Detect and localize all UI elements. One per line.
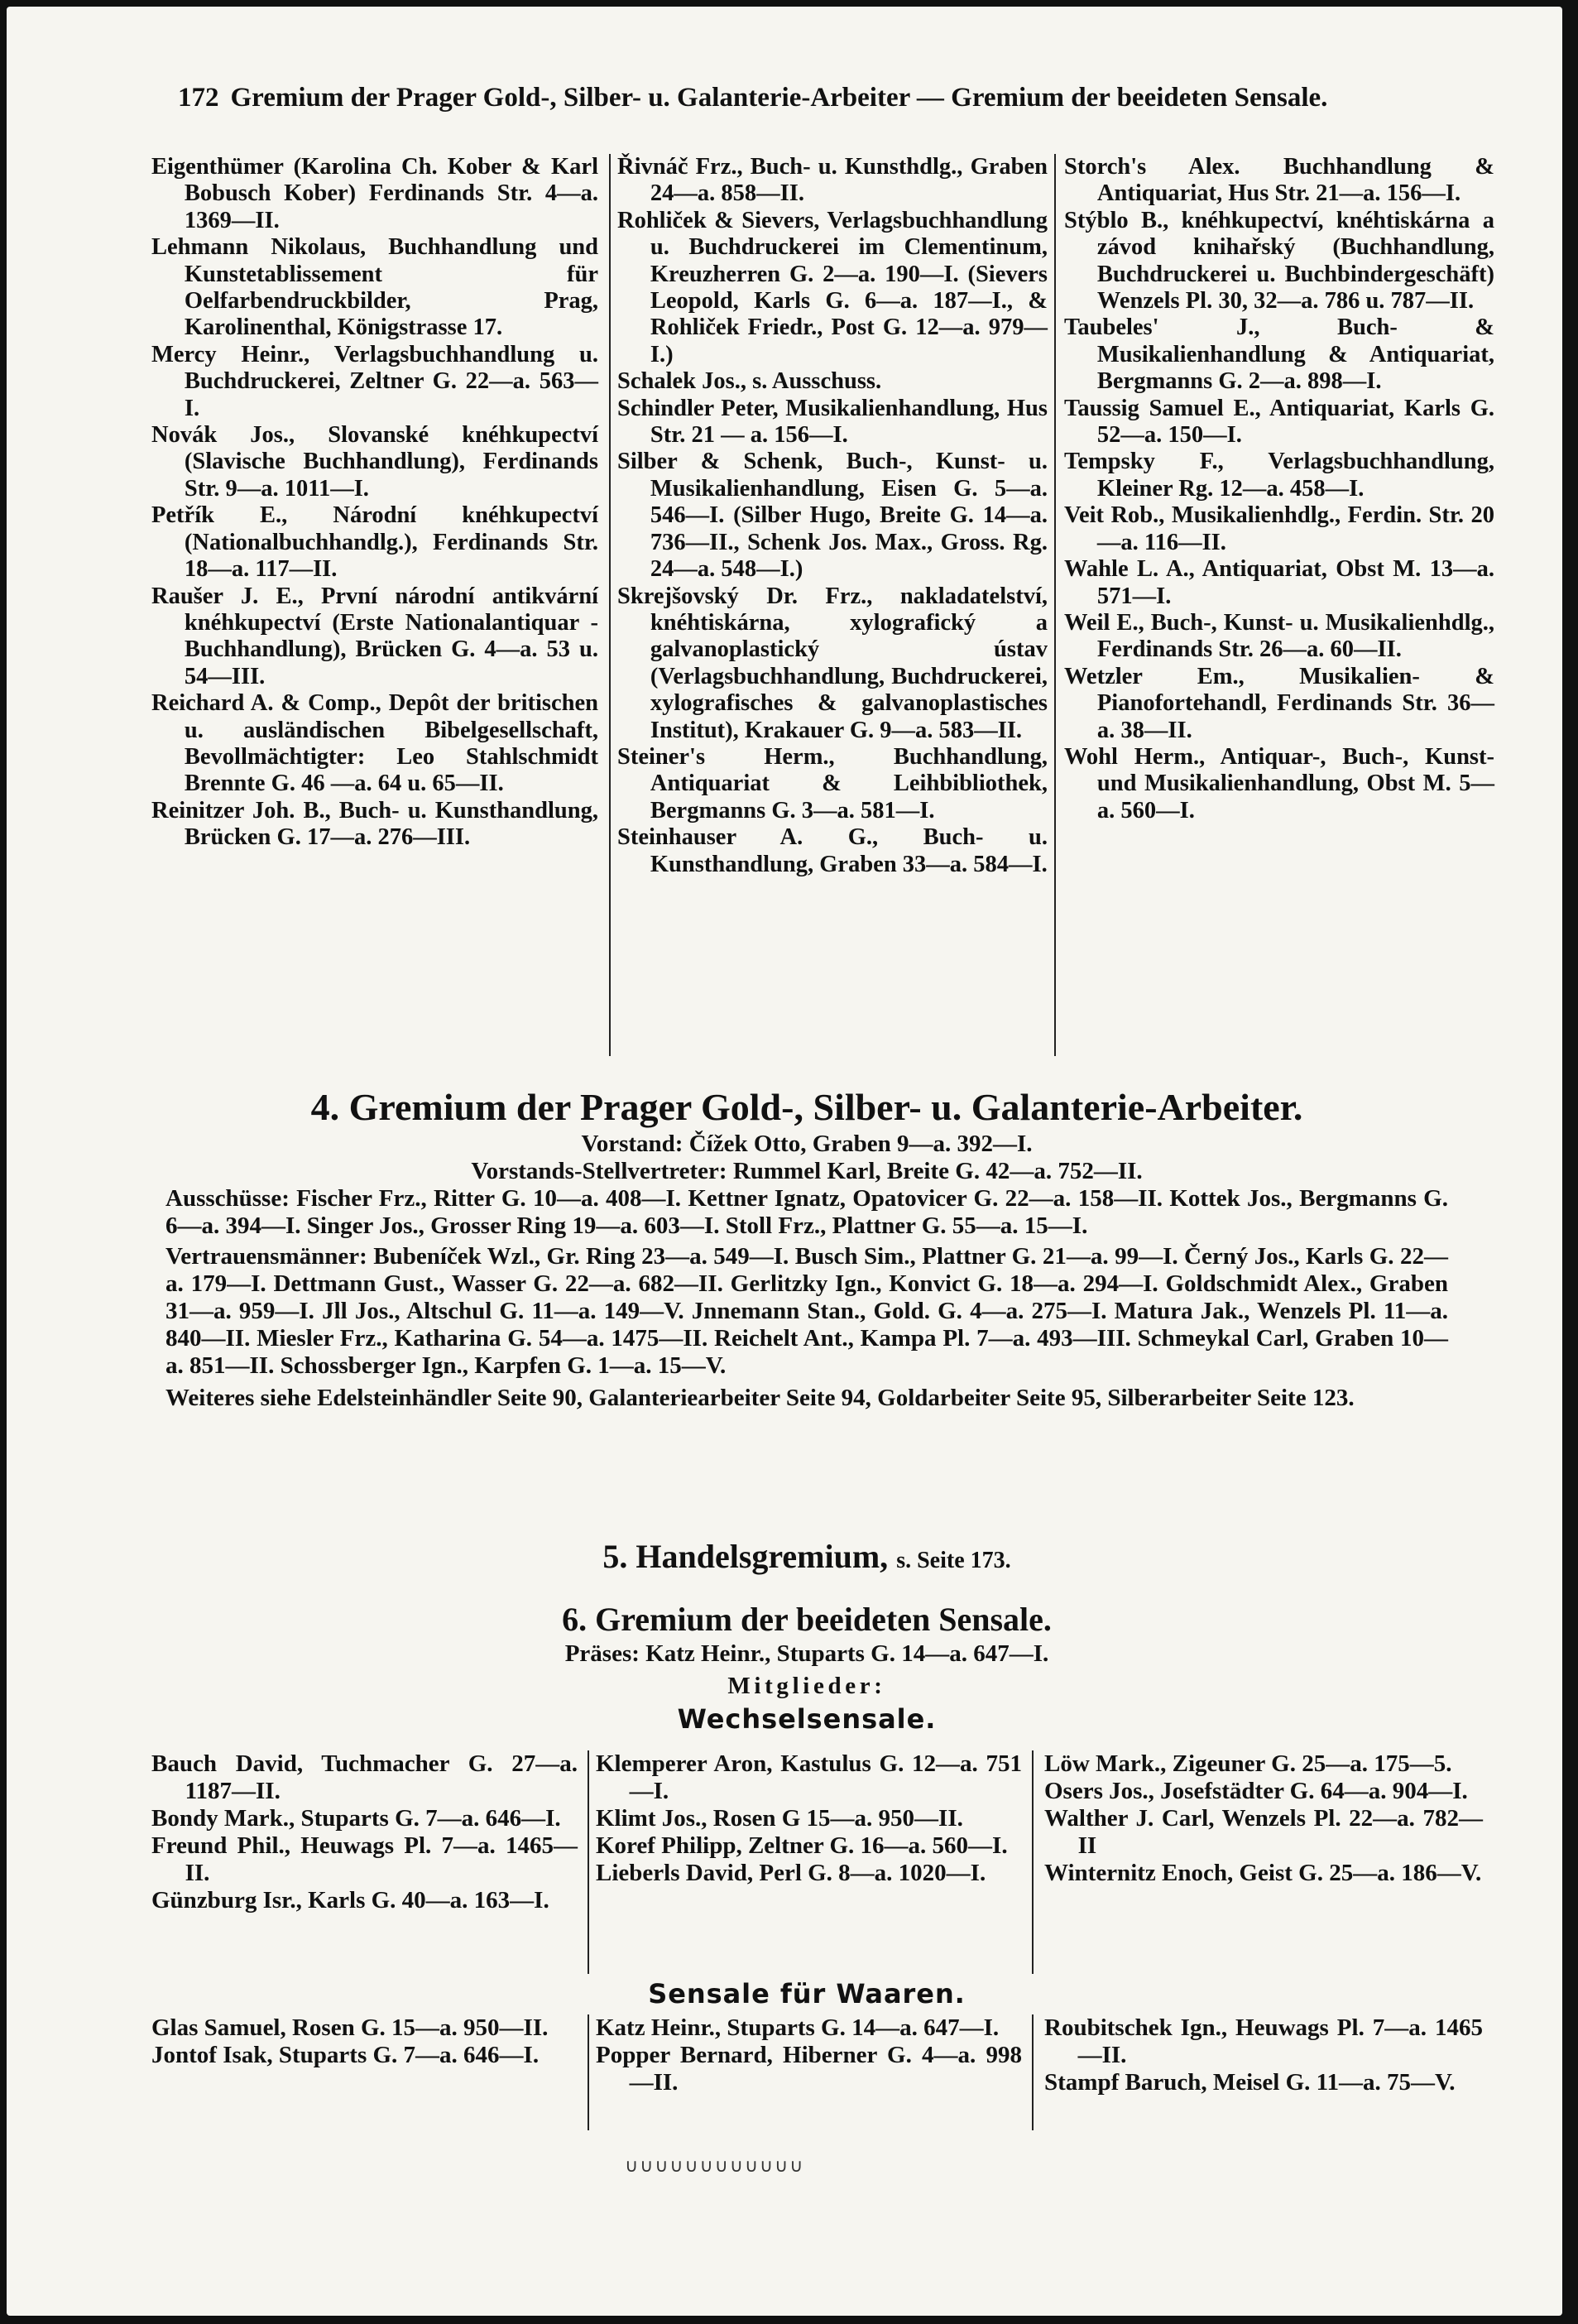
section-5-title: 5. Handelsgremium, [602, 1538, 889, 1575]
waaren-heading: Sensale für Waaren. [648, 1978, 966, 2009]
list-entry: Rohliček & Sievers, Verlagsbuchhandlung u. Buchdruckerei im Clementinum, Kreuzherren G. 2—a. 190—I. (Sievers Leopold, Karls G. 6—a. 187—I., & Rohliček Friedr., Post G. 12—a. 979—I.) [617, 207, 1048, 367]
member-entry: Löw Mark., Zigeuner G. 25—a. 175—5. [1044, 1750, 1452, 1777]
member-entry: Freund Phil., Heuwags Pl. 7—a. 1465—II. [151, 1832, 578, 1886]
stellvertreter-line: Vorstands-Stellvertreter: Rummel Karl, Breite G. 42—a. 752—II. [471, 1158, 1143, 1184]
column-divider [588, 1750, 589, 1974]
list-entry: Tempsky F., Verlagsbuchhandlung, Kleiner Rg. 12—a. 458—I. [1064, 449, 1494, 502]
member-entry: Katz Heinr., Stuparts G. 14—a. 647—I. [596, 2014, 1000, 2041]
waaren-column-1 [151, 2014, 578, 2069]
list-entry: Stýblo B., knéhkupectví, knéhtiskárna a závod knihařský (Buchhandlung, Buchdruckerei u. Buchbindergeschäft) Wenzels Pl. 30, 32—a. 786 u. 787—II. [1064, 207, 1494, 315]
list-entry: Petřík E., Národní knéhkupectví (Nationalbuchhandlg.), Ferdinands Str. 18—a. 117—II. [151, 502, 598, 583]
column-divider [588, 2014, 589, 2130]
member-entry: Klimt Jos., Rosen G 15—a. 950—II. [596, 1805, 963, 1832]
waaren-section [165, 1978, 1448, 2009]
member-entry: Glas Samuel, Rosen G. 15—a. 950—II. [151, 2014, 549, 2041]
section-6 [165, 1599, 1448, 1735]
list-entry: Reinitzer Joh. B., Buch- u. Kunsthandlung, Brücken G. 17—a. 276—III. [151, 797, 598, 851]
listing-column-2 [617, 154, 1048, 878]
list-entry: Eigenthümer (Karolina Ch. Kober & Karl Bobusch Kober) Ferdinands Str. 4—a. 1369—II. [151, 154, 598, 233]
header-title: Gremium der Prager Gold-, Silber- u. Galanterie-Arbeiter — Gremium der beeideten Sensale. [230, 83, 1328, 113]
member-entry: Koref Philipp, Zeltner G. 16—a. 560—I. [596, 1832, 1008, 1859]
member-entry: Stampf Baruch, Meisel G. 11—a. 75—V. [1044, 2069, 1456, 2096]
list-entry: Skrejšovský Dr. Frz., nakladatelství, knéhtiskárna, xylografický a galvanoplastický ústav (Verlagsbuchhandlung, Buchdruckerei, xylografisches & galvanoplastisches Institut), Krakauer G. 9—a. 583—II. [617, 583, 1048, 743]
section-4-title: 4. Gremium der Prager Gold-, Silber- u. Galanterie-Arbeiter. [310, 1086, 1303, 1128]
running-header [178, 83, 1452, 113]
list-entry: Lehmann Nikolaus, Buchhandlung und Kunstetablissement für Oelfarbendruckbilder, Prag, Karolinenthal, Königstrasse 17. [151, 234, 598, 341]
page-number: 172 [178, 83, 219, 113]
weiteres-paragraph: Weiteres siehe Edelsteinhändler Seite 90, Galanteriearbeiter Seite 94, Goldarbeiter Seite 95, Silberarbeiter Seite 123. [165, 1385, 1355, 1411]
column-divider [1032, 2014, 1034, 2130]
listing-column-1 [151, 154, 598, 852]
wechsel-column-1 [151, 1750, 578, 1914]
list-entry: Steinhauser A. G., Buch- u. Kunsthandlung, Graben 33—a. 584—I. [617, 824, 1048, 877]
wechselsensale-heading: Wechselsensale. [677, 1703, 937, 1735]
column-divider [1054, 154, 1056, 1056]
vertrauensmaenner-paragraph: Vertrauensmänner: Bubeníček Wzl., Gr. Ring 23—a. 549—I. Busch Sim., Plattner G. 21—a. 99—I. Černý Jos., Karls G. 22—a. 179—I. Dettmann Gust., Wasser G. 22—a. 682—II. Gerlitzky Ign., Konvict G. 18—a. 294—I. Goldschmidt Alex., Graben 31—a. 959—I. Jll Jos., Altschul G. 11—a. 149—V. Jnnemann Stan., Gold. G. 4—a. 275—I. Matura Jak., Wenzels Pl. 11—a. 840—II. Miesler Frz., Katharina G. 54—a. 1475—II. Reichelt Ant., Kampa Pl. 7—a. 493—III. Schmeykal Carl, Graben 10—a. 851—II. Schossberger Ign., Karpfen G. 1—a. 15—V. [165, 1243, 1448, 1379]
member-entry: Bondy Mark., Stuparts G. 7—a. 646—I. [151, 1805, 561, 1832]
list-entry: Novák Jos., Slovanské knéhkupectví (Slavische Buchhandlung), Ferdinands Str. 9—a. 1011—I. [151, 422, 598, 502]
member-entry: Walther J. Carl, Wenzels Pl. 22—a. 782—II [1044, 1805, 1483, 1859]
section-5-heading [165, 1536, 1448, 1582]
list-entry: Weil E., Buch-, Kunst- u. Musikalienhdlg., Ferdinands Str. 26—a. 60—II. [1064, 609, 1494, 663]
member-entry: Klemperer Aron, Kastulus G. 12—a. 751—I. [596, 1750, 1022, 1804]
list-entry: Taussig Samuel E., Antiquariat, Karls G. 52—a. 150—I. [1064, 395, 1494, 449]
list-entry: Wetzler Em., Musikalien- & Pianofortehandl, Ferdinands Str. 36—a. 38—II. [1064, 663, 1494, 743]
ausschuesse-paragraph: Ausschüsse: Fischer Frz., Ritter G. 10—a. 408—I. Kettner Ignatz, Opatovicer G. 22—a. 158—II. Kottek Jos., Bergmanns G. 6—a. 394—I. Singer Jos., Grosser Ring 19—a. 603—I. Stoll Frz., Plattner G. 55—a. 15—I. [165, 1185, 1448, 1239]
section-5 [165, 1536, 1448, 1582]
list-entry: Veit Rob., Musikalienhdlg., Ferdin. Str. 20—a. 116—II. [1064, 502, 1494, 555]
mitglieder-heading: Mitglieder: [727, 1673, 886, 1699]
column-divider [1032, 1750, 1034, 1974]
section-6-title: 6. Gremium der beeideten Sensale. [562, 1601, 1052, 1638]
list-entry: Wohl Herm., Antiquar-, Buch-, Kunst- und Musikalienhandlung, Obst M. 5—a. 560—I. [1064, 743, 1494, 823]
listing-column-3 [1064, 154, 1494, 824]
list-entry: Reichard A. & Comp., Depôt der britischen u. ausländischen Bibelgesellschaft, Bevollmächtigter: Leo Stahlschmidt Brennte G. 46 —a. 64 u. 65—II. [151, 690, 598, 797]
wechsel-column-3 [1044, 1750, 1483, 1887]
waaren-column-2 [596, 2014, 1022, 2096]
section-4 [165, 1084, 1448, 1412]
member-entry: Günzburg Isr., Karls G. 40—a. 163—I. [151, 1887, 549, 1913]
member-entry: Lieberls David, Perl G. 8—a. 1020—I. [596, 1860, 986, 1886]
list-entry: Taubeles' J., Buch- & Musikalienhandlung & Antiquariat, Bergmanns G. 2—a. 898—I. [1064, 315, 1494, 395]
member-entry: Bauch David, Tuchmacher G. 27—a. 1187—II. [151, 1750, 578, 1804]
column-divider [609, 154, 611, 1056]
section-5-reference: s. Seite 173. [896, 1548, 1011, 1573]
list-entry: Storch's Alex. Buchhandlung & Antiquariat, Hus Str. 21—a. 156—I. [1064, 154, 1494, 207]
member-entry: Roubitschek Ign., Heuwags Pl. 7—a. 1465—II. [1044, 2014, 1483, 2068]
member-entry: Winternitz Enoch, Geist G. 25—a. 186—V. [1044, 1860, 1482, 1886]
list-entry: Schindler Peter, Musikalienhandlung, Hus Str. 21 — a. 156—I. [617, 395, 1048, 449]
praeses-line: Präses: Katz Heinr., Stuparts G. 14—a. 647—I. [564, 1640, 1049, 1667]
list-entry: Mercy Heinr., Verlagsbuchhandlung u. Buchdruckerei, Zeltner G. 22—a. 563—I. [151, 341, 598, 421]
list-entry: Řivnáč Frz., Buch- u. Kunsthdlg., Graben 24—a. 858—II. [617, 154, 1048, 207]
member-entry: Popper Bernard, Hiberner G. 4—a. 998—II. [596, 2042, 1022, 2096]
vorstand-line: Vorstand: Čížek Otto, Graben 9—a. 392—I. [581, 1131, 1033, 1157]
member-entry: Jontof Isak, Stuparts G. 7—a. 646—I. [151, 2042, 540, 2068]
list-entry: Wahle L. A., Antiquariat, Obst M. 13—a. 571—I. [1064, 556, 1494, 609]
list-entry: Silber & Schenk, Buch-, Kunst- u. Musikalienhandlung, Eisen G. 5—a. 546—I. (Silber Hugo, Breite G. 14—a. 736—II., Schenk Jos. Max., Gross. Rg. 24—a. 548—I.) [617, 449, 1048, 583]
list-entry: Steiner's Herm., Buchhandlung, Antiquariat & Leihbibliothek, Bergmanns G. 3—a. 581—I. [617, 743, 1048, 823]
list-entry: Schalek Jos., s. Ausschuss. [617, 368, 882, 395]
wechsel-column-2 [596, 1750, 1022, 1887]
member-entry: Osers Jos., Josefstädter G. 64—a. 904—I. [1044, 1778, 1468, 1804]
waaren-column-3 [1044, 2014, 1483, 2096]
list-entry: Raušer J. E., První národní antikvární knéhkupectví (Erste Nationalantiquar - Buchhandlung), Brücken G. 4—a. 53 u. 54—III. [151, 583, 598, 689]
footer-ornament: ∪∪∪∪∪∪∪∪∪∪∪∪ [625, 2156, 805, 2177]
